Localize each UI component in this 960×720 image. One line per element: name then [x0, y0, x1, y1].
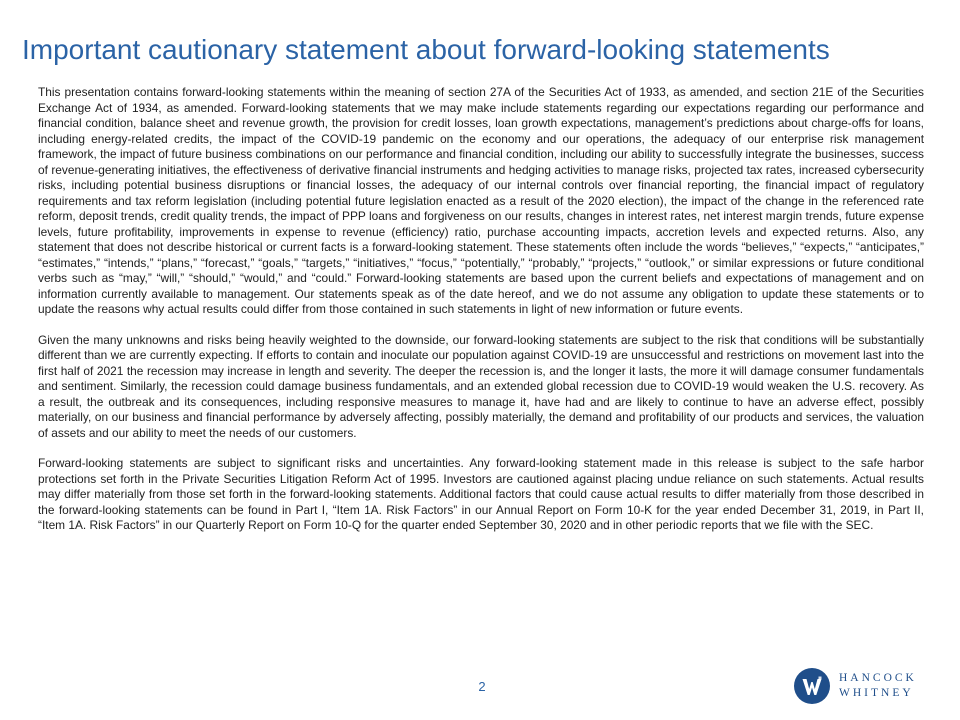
paragraph-forward-looking: This presentation contains forward-looking statements within the meaning of section 27A of the Securities Act of 1933, as amended, and section 21E of the Securities Exchange Act of 1934, as amended. Forward-looking statements that we may make include statements regarding our expectations regarding our performance and financial condition, balance sheet and revenue growth, the provision for credit losses, loan growth expectations, management’s predictions about charge-offs for loans, including energy-related credits, the impact of the COVID-19 pandemic on the economy and our operations, the adequacy of our enterprise risk management framework, the impact of future business combinations on our performance and financial condition, including our ability to successfully integrate the businesses, success of revenue-generating initiatives, the effectiveness of derivative financial instruments and hedging activities to manage risks, projected tax rates, increased cybersecurity risks, including potential business disruptions or financial losses, the adequacy of our internal controls over financial reporting, the financial impact of regulatory requirements and tax reform legislation (including potential future legislation enacted as a result of the 2020 election), the impact of the change in the referenced rate reform, deposit trends, credit quality trends, the impact of PPP loans and forgiveness on our results, changes in interest rates, net interest margin trends, future expense levels, future profitability, improvements in expense to revenue (efficiency) ratio, purchase accounting impacts, accretion levels and expected returns. Also, any statement that does not describe historical or current facts is a forward-looking statement. These statements often include the words “believes,” “expects,” “anticipates,” “estimates,” “intends,” “plans,” “forecast,” “goals,” “targets,” “initiatives,” “focus,” “potentially,” “probably,” “projects,” “outlook,” or similar expressions or future conditional verbs such as “may,” “will,” “should,” “would,” and “could.” Forward-looking statements are based upon the current beliefs and expectations of management and on information currently available to management. Our statements speak as of the date hereof, and we do not assume any obligation to update these statements or to update the reasons why actual results could differ from those contained in such statements in light of new information or future events. — [38, 85, 924, 316]
logo-line-whitney: WHITNEY — [839, 687, 914, 699]
logo-wordmark — [839, 671, 917, 701]
disclaimer-body — [38, 85, 924, 549]
paragraph-covid-risks: Given the many unknowns and risks being heavily weighted to the downside, our forward-looking statements are subject to the risk that conditions will be substantially different than we are currently expecting. If efforts to contain and inoculate our population against COVID-19 are unsuccessful and restrictions on movement last into the first half of 2021 the recession may increase in length and severity. The deeper the recession is, and the longer it lasts, the more it will damage consumer fundamentals and sentiment. Similarly, the recession could damage business fundamentals, and an extended global recession due to COVID-19 would weaken the U.S. recovery. As a result, the outbreak and its consequences, including responsive measures to manage it, have had and are likely to continue to have an adverse effect, possibly materially, on our business and financial performance by adversely affecting, possibly materially, the demand and profitability of our products and services, the valuation of assets and our ability to meet the needs of our customers. — [38, 332, 924, 440]
page-title: Important cautionary statement about forward-looking statements — [22, 34, 830, 65]
hancock-whitney-logo-icon — [794, 668, 830, 704]
paragraph-safe-harbor: Forward-looking statements are subject to significant risks and uncertainties. Any forward-looking statement made in this release is subject to the safe harbor protections set forth in the Private Securities Litigation Reform Act of 1995. Investors are cautioned against placing undue reliance on such statements. Actual results may differ materially from those set forth in the forward-looking statements. Additional factors that could cause actual results to differ materially from those described in the forward-looking statements can be found in Part I, “Item 1A. Risk Factors” in our Annual Report on Form 10-K for the year ended December 31, 2019, in Part II, “Item 1A. Risk Factors” in our Quarterly Report on Form 10-Q for the quarter ended September 30, 2020 and in other periodic reports that we file with the SEC. — [38, 456, 924, 532]
logo-line-hancock: HANCOCK — [839, 672, 917, 684]
page-number: 2 — [478, 679, 486, 694]
company-logo — [794, 666, 934, 706]
